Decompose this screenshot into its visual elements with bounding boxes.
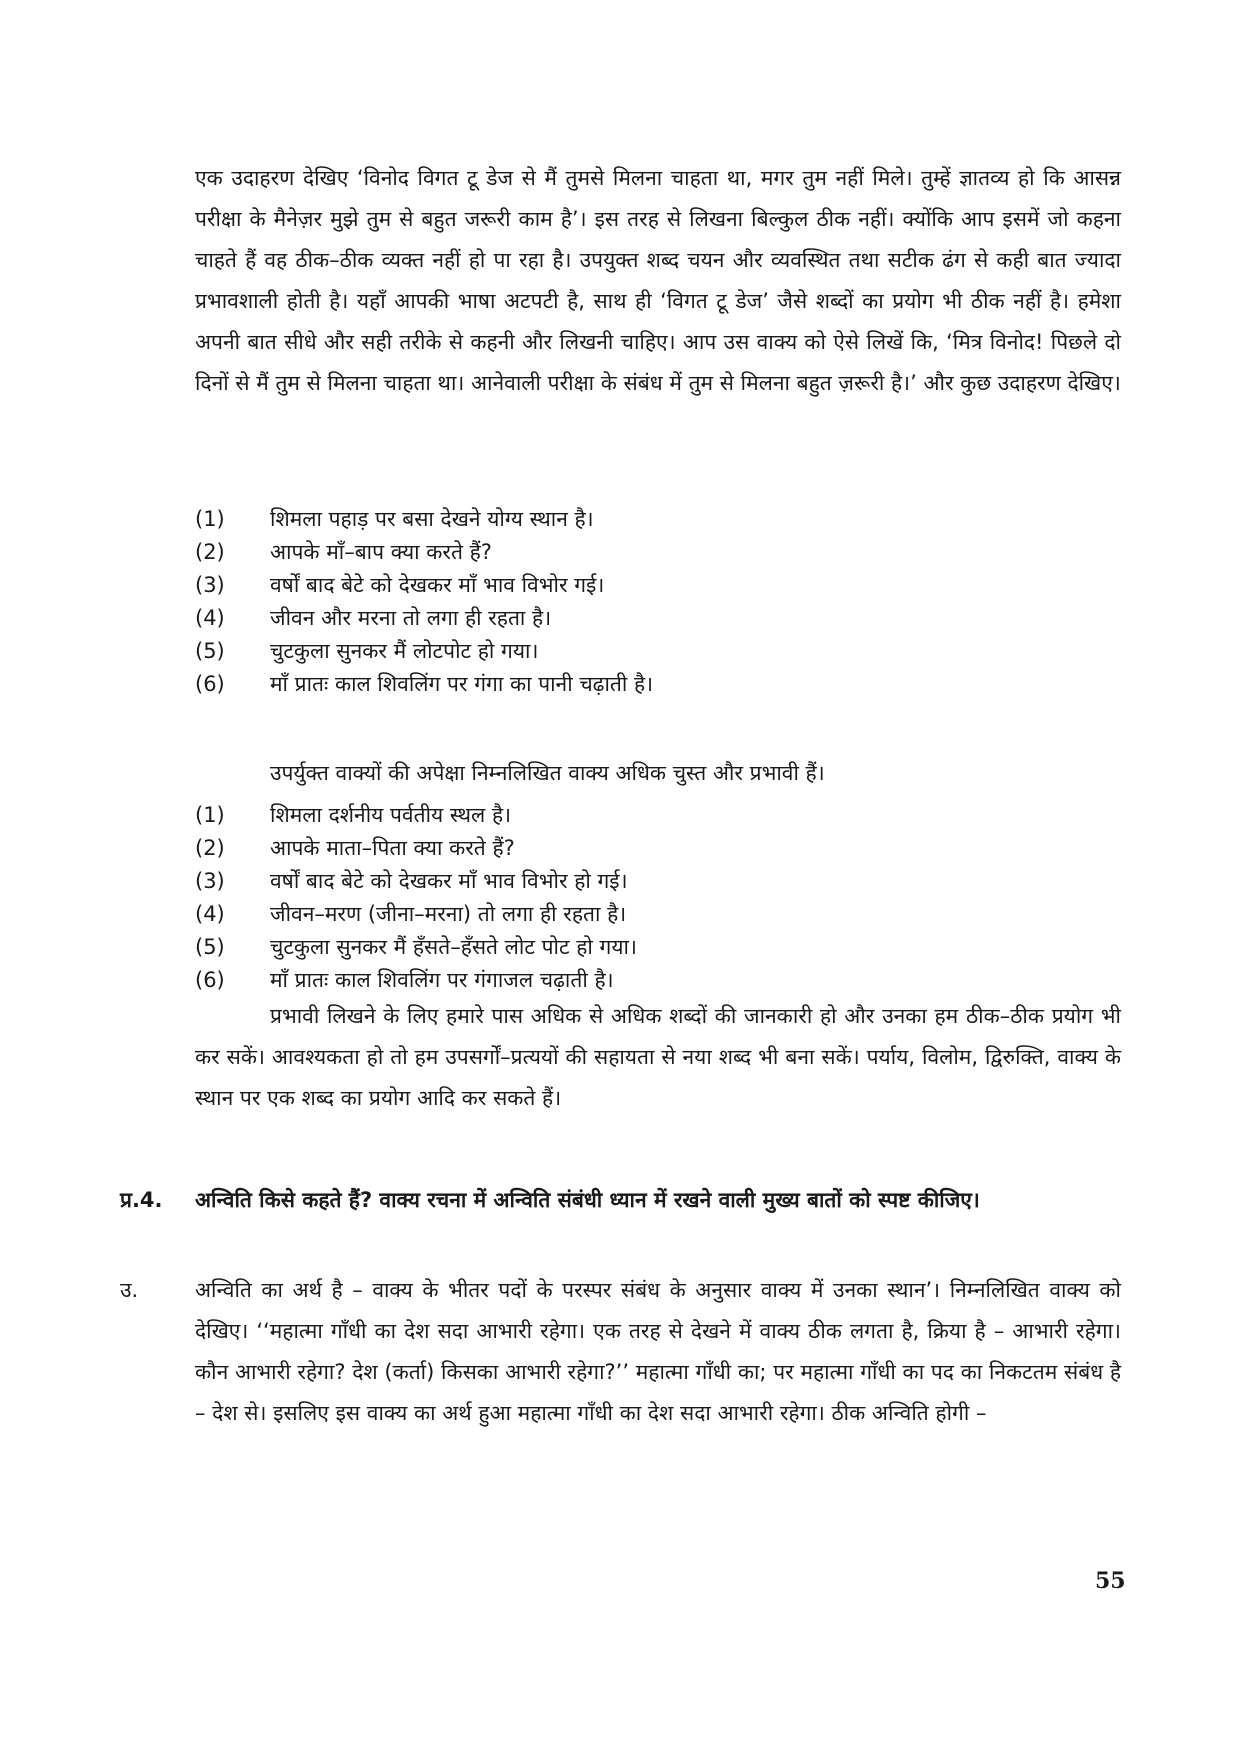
list-item-number: (2)	[195, 836, 225, 860]
list-item-number: (3)	[195, 573, 225, 597]
list-item-text: चुटकुला सुनकर मैं हँसते–हँसते लोट पोट हो गया।	[270, 935, 637, 959]
list-item	[195, 931, 1121, 964]
list-item-number: (1)	[195, 507, 225, 531]
list-comparison-note: उपर्युक्त वाक्यों की अपेक्षा निम्नलिखित वाक्य अधिक चुस्त और प्रभावी हैं।	[270, 761, 825, 785]
list-item-number: (4)	[195, 902, 225, 926]
example-list-improved	[195, 799, 1121, 997]
list-item	[195, 964, 1121, 997]
list-item-text: वर्षों बाद बेटे को देखकर माँ भाव विभोर गई।	[270, 573, 605, 597]
list-item-number: (5)	[195, 935, 225, 959]
list-item	[195, 898, 1121, 931]
list-item-number: (1)	[195, 803, 225, 827]
list-item	[195, 503, 1121, 536]
list-item-text: शिमला पहाड़ पर बसा देखने योग्य स्थान है।	[270, 507, 594, 531]
question-label: प्र.4.	[120, 1188, 163, 1212]
list-item-number: (2)	[195, 540, 225, 564]
list-item-text: वर्षों बाद बेटे को देखकर माँ भाव विभोर हो गई।	[270, 869, 628, 893]
list-item-text: माँ प्रातः काल शिवलिंग पर गंगाजल चढ़ाती है।	[270, 968, 614, 992]
list-item	[195, 536, 1121, 569]
list-item	[195, 832, 1121, 865]
list-item-number: (6)	[195, 968, 225, 992]
example-list-original	[195, 503, 1121, 701]
list-item	[195, 668, 1121, 701]
list-item-number: (4)	[195, 606, 225, 630]
list-item-number: (6)	[195, 672, 225, 696]
intro-paragraph: एक उदाहरण देखिए ‘विनोद विगत टू डेज से मैं तुमसे मिलना चाहता था, मगर तुम नहीं मिले। तुम्हें ज्ञातव्य हो कि आसन्न परीक्षा के मैनेज़र मुझे तुम से बहुत जरूरी काम है’। इस तरह से लिखना बिल्कुल ठीक नहीं। क्योंकि आप इसमें जो कहना चाहते हैं वह ठीक–ठीक व्यक्त नहीं हो पा रहा है। उपयुक्त शब्द चयन और व्यवस्थित तथा सटीक ढंग से कही बात ज्यादा प्रभावशाली होती है। यहाँ आपकी भाषा अटपटी है, साथ ही ‘विगत टू डेज’ जैसे शब्दों का प्रयोग भी ठीक नहीं है। हमेशा अपनी बात सीधे और सही तरीके से कहनी और लिखनी चाहिए। आप उस वाक्य को ऐसे लिखें कि, ‘मित्र विनोद! पिछले दो दिनों से मैं तुम से मिलना चाहता था। आनेवाली परीक्षा के संबंध में तुम से मिलना बहुत ज़रूरी है।’ और कुछ उदाहरण देखिए।	[195, 166, 1121, 395]
list-item	[195, 799, 1121, 832]
question-text: अन्विति किसे कहते हैं? वाक्य रचना में अन्विति संबंधी ध्यान में रखने वाली मुख्य बातों को स्पष्ट कीजिए।	[195, 1188, 980, 1212]
list-item	[195, 865, 1121, 898]
list-item-text: जीवन–मरण (जीना–मरना) तो लगा ही रहता है।	[270, 902, 627, 926]
list-item	[195, 635, 1121, 668]
list-item	[195, 569, 1121, 602]
list-item-text: चुटकुला सुनकर मैं लोटपोट हो गया।	[270, 639, 539, 663]
closing-paragraph: प्रभावी लिखने के लिए हमारे पास अधिक से अधिक शब्दों की जानकारी हो और उनका हम ठीक–ठीक प्रयोग भी कर सकें। आवश्यकता हो तो हम उपसर्गों–प्रत्ययों की सहायता से नया शब्द भी बना सकें। पर्याय, विलोम, द्विरुक्ति, वाक्य के स्थान पर एक शब्द का प्रयोग आदि कर सकते हैं।	[195, 1004, 1121, 1110]
list-item-number: (5)	[195, 639, 225, 663]
list-item-number: (3)	[195, 869, 225, 893]
page-number: 55	[1095, 1568, 1126, 1594]
answer-text: अन्विति का अर्थ है – वाक्य के भीतर पदों के परस्पर संबंध के अनुसार वाक्य में उनका स्थान’। निम्नलिखित वाक्य को देखिए। ‘‘महात्मा गाँधी का देश सदा आभारी रहेगा। एक तरह से देखने में वाक्य ठीक लगता है, क्रिया है – आभारी रहेगा। कौन आभारी रहेगा? देश (कर्ता) किसका आभारी रहेगा?’’ महात्मा गाँधी का; पर महात्मा गाँधी का पद का निकटतम संबंध है – देश से। इसलिए इस वाक्य का अर्थ हुआ महात्मा गाँधी का देश सदा आभारी रहेगा। ठीक अन्विति होगी –	[195, 1278, 1121, 1425]
list-item-text: आपके माता–पिता क्या करते हैं?	[270, 836, 515, 860]
list-item-text: जीवन और मरना तो लगा ही रहता है।	[270, 606, 552, 630]
list-item	[195, 602, 1121, 635]
answer-label: उ.	[120, 1278, 139, 1302]
list-item-text: शिमला दर्शनीय पर्वतीय स्थल है।	[270, 803, 512, 827]
list-item-text: आपके माँ–बाप क्या करते हैं?	[270, 540, 492, 564]
list-item-text: माँ प्रातः काल शिवलिंग पर गंगा का पानी चढ़ाती है।	[270, 672, 654, 696]
